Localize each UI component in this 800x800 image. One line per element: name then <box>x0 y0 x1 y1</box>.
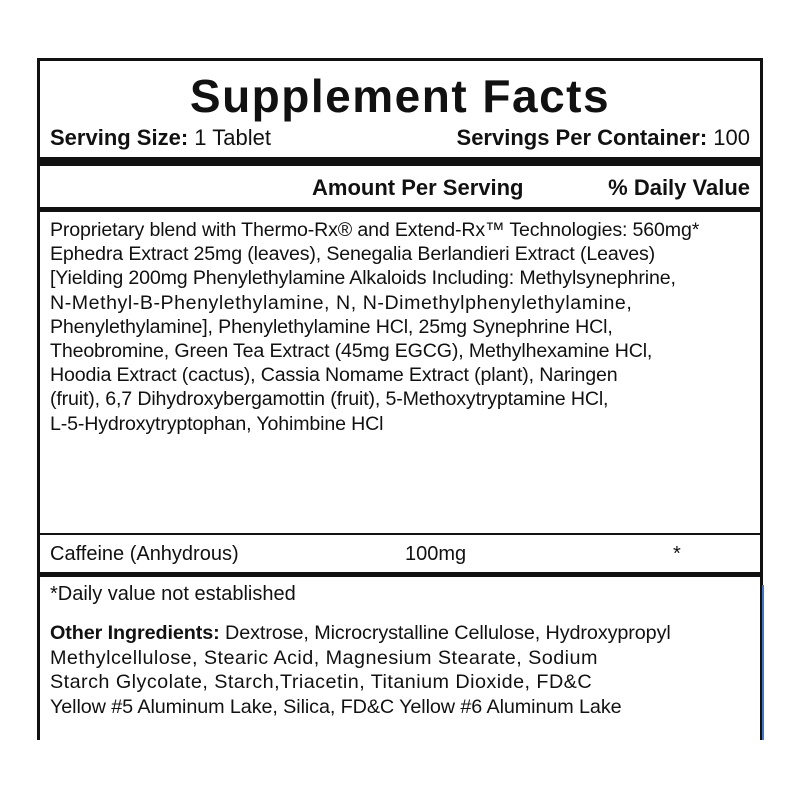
serving-info-row <box>50 123 750 153</box>
other-ingredients-line: Methylcellulose, Stearic Acid, Magnesium Stearate, Sodium <box>50 646 598 669</box>
caffeine-row <box>50 539 750 569</box>
header-divider <box>40 207 760 212</box>
caffeine-amount: 100mg <box>405 543 467 565</box>
frame-edge-accent <box>762 585 764 740</box>
blend-line: L-5-Hydroxytryptophan, Yohimbine HCl <box>50 412 384 435</box>
supplement-facts-panel <box>37 58 763 740</box>
column-header-row <box>40 171 760 205</box>
blend-line: N-Methyl-B-Phenylethylamine, N, N-Dimethylphenylethylamine, <box>50 291 633 314</box>
serving-size-label: Serving Size: <box>50 125 189 150</box>
daily-value-footnote: *Daily value not established <box>50 583 296 605</box>
blend-line: Proprietary blend with Thermo-Rx® and Extend-Rx™ Technologies: 560mg* <box>50 219 700 241</box>
panel-title: Supplement Facts <box>189 70 611 122</box>
other-ingredients-line: Yellow #5 Aluminum Lake, Silica, FD&C Yellow #6 Aluminum Lake <box>50 695 622 718</box>
daily-value-header: % Daily Value <box>608 175 750 200</box>
serving-size-value: 1 Tablet <box>194 125 271 150</box>
blend-line: [Yielding 200mg Phenylethylamine Alkaloids Including: Methylsynephrine, <box>50 267 676 290</box>
caffeine-name: Caffeine (Anhydrous) <box>50 543 239 565</box>
servings-per-container-label: Servings Per Container: <box>456 125 708 150</box>
blend-line: (fruit), 6,7 Dihydroxybergamottin (fruit), 5-Methoxytryptamine HCl, <box>50 388 609 411</box>
other-ingredients-line <box>50 621 752 646</box>
caffeine-bottom-divider <box>40 572 760 577</box>
other-ingredients <box>50 621 752 719</box>
blend-line: Phenylethylamine], Phenylethylamine HCl, 25mg Synephrine HCl, <box>50 315 613 338</box>
servings-per-container <box>457 123 750 153</box>
other-ingredients-text: Dextrose, Microcrystalline Cellulose, Hydroxypropyl <box>219 622 671 644</box>
blend-line: Hoodia Extract (cactus), Cassia Nomame Extract (plant), Naringen <box>50 364 618 387</box>
blend-line: Theobromine, Green Tea Extract (45mg EGCG), Methylhexamine HCl, <box>50 340 653 363</box>
other-ingredients-line: Starch Glycolate, Starch,Triacetin, Titanium Dioxide, FD&C <box>50 671 593 693</box>
other-ingredients-label: Other Ingredients: <box>50 622 220 644</box>
blend-line: Ephedra Extract 25mg (leaves), Senegalia Berlandieri Extract (Leaves) <box>50 243 655 266</box>
caffeine-daily-value: * <box>673 543 681 565</box>
thick-divider <box>40 157 760 166</box>
proprietary-blend <box>50 218 752 436</box>
serving-size <box>50 123 271 153</box>
servings-per-container-value: 100 <box>713 125 750 150</box>
amount-per-serving-header: Amount Per Serving <box>312 175 524 200</box>
caffeine-top-divider <box>40 533 760 535</box>
